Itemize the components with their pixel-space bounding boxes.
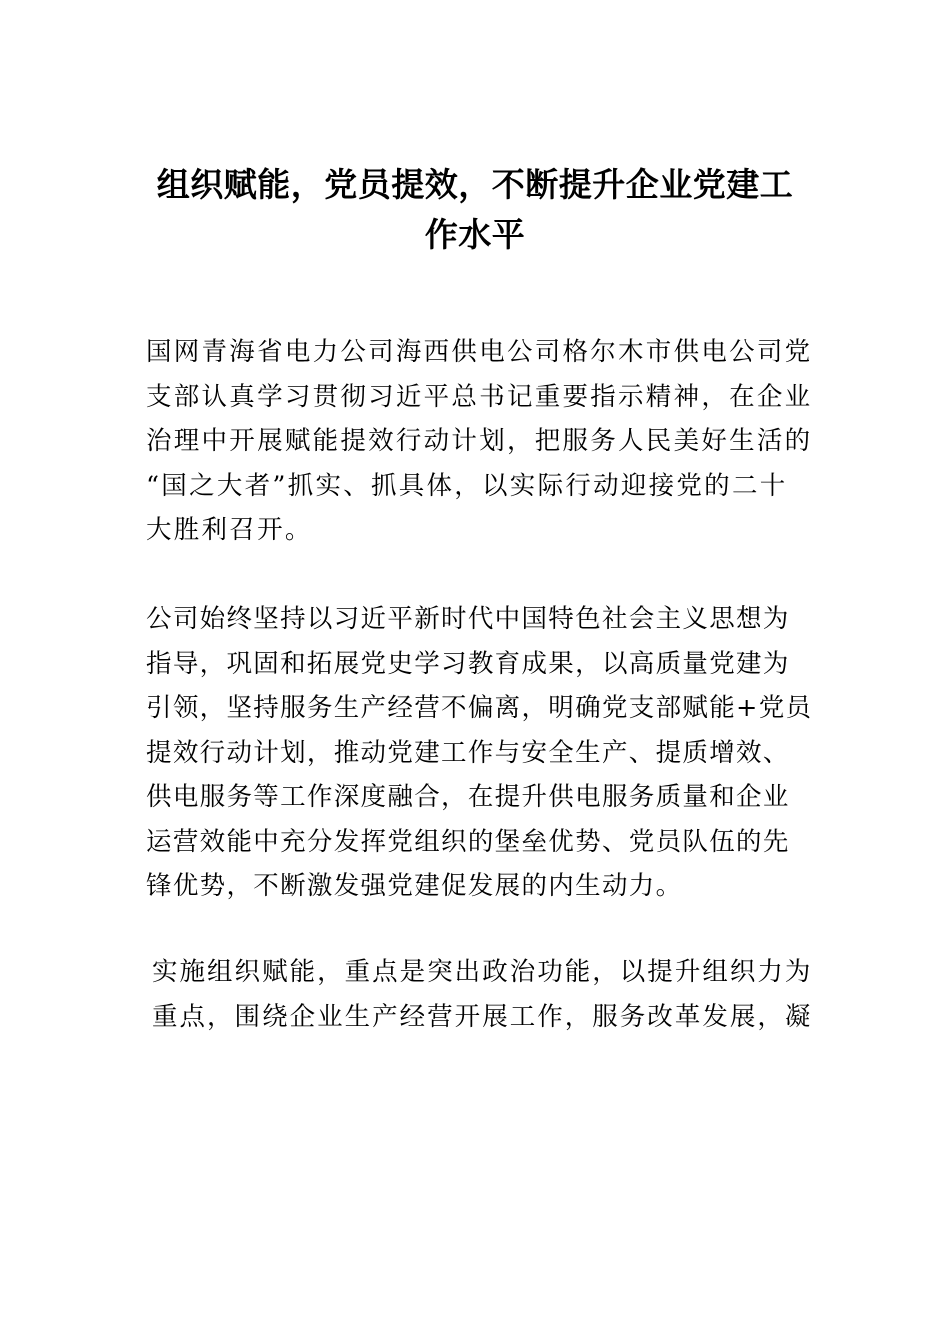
paragraph-organization [152, 950, 812, 1039]
document-title [120, 160, 830, 260]
paragraph-line: 引领，坚持服务生产经营不偏离，明确党支部赋能+党员 [146, 693, 813, 723]
paragraph-line: 提效行动计划，推动党建工作与安全生产、提质增效、 [146, 737, 790, 768]
paragraph-line: 重点，围绕企业生产经营开展工作，服务改革发展，凝 [152, 1001, 813, 1032]
paragraph-line: 国网青海省电力公司海西供电公司格尔木市供电公司党 [146, 337, 813, 367]
paragraph-intro [146, 330, 812, 553]
paragraph-line: 运营效能中充分发挥党组织的堡垒优势、党员队伍的先 [146, 826, 790, 857]
paragraph-line: 供电服务等工作深度融合，在提升供电服务质量和企业 [146, 782, 790, 812]
paragraph-line: 支部认真学习贯彻习近平总书记重要指示精神，在企业 [146, 381, 813, 412]
paragraph-line: 指导，巩固和拓展党史学习教育成果，以高质量党建为 [146, 648, 790, 679]
paragraph-line: 治理中开展赋能提效行动计划，把服务人民美好生活的 [146, 426, 813, 456]
title-line: 组织赋能，党员提效，不断提升企业党建工 [156, 165, 794, 204]
title-line: 作水平 [424, 215, 526, 254]
paragraph-line: “国之大者”抓实、抓具体，以实际行动迎接党的二十 [146, 470, 788, 501]
paragraph-line: 实施组织赋能，重点是突出政治功能，以提升组织力为 [152, 957, 813, 987]
paragraph-line: 公司始终坚持以习近平新时代中国特色社会主义思想为 [146, 604, 790, 634]
paragraph-line: 大胜利召开。 [146, 515, 313, 545]
paragraph-line: 锋优势，不断激发强党建促发展的内生动力。 [146, 871, 683, 901]
paragraph-guidance [146, 597, 812, 909]
